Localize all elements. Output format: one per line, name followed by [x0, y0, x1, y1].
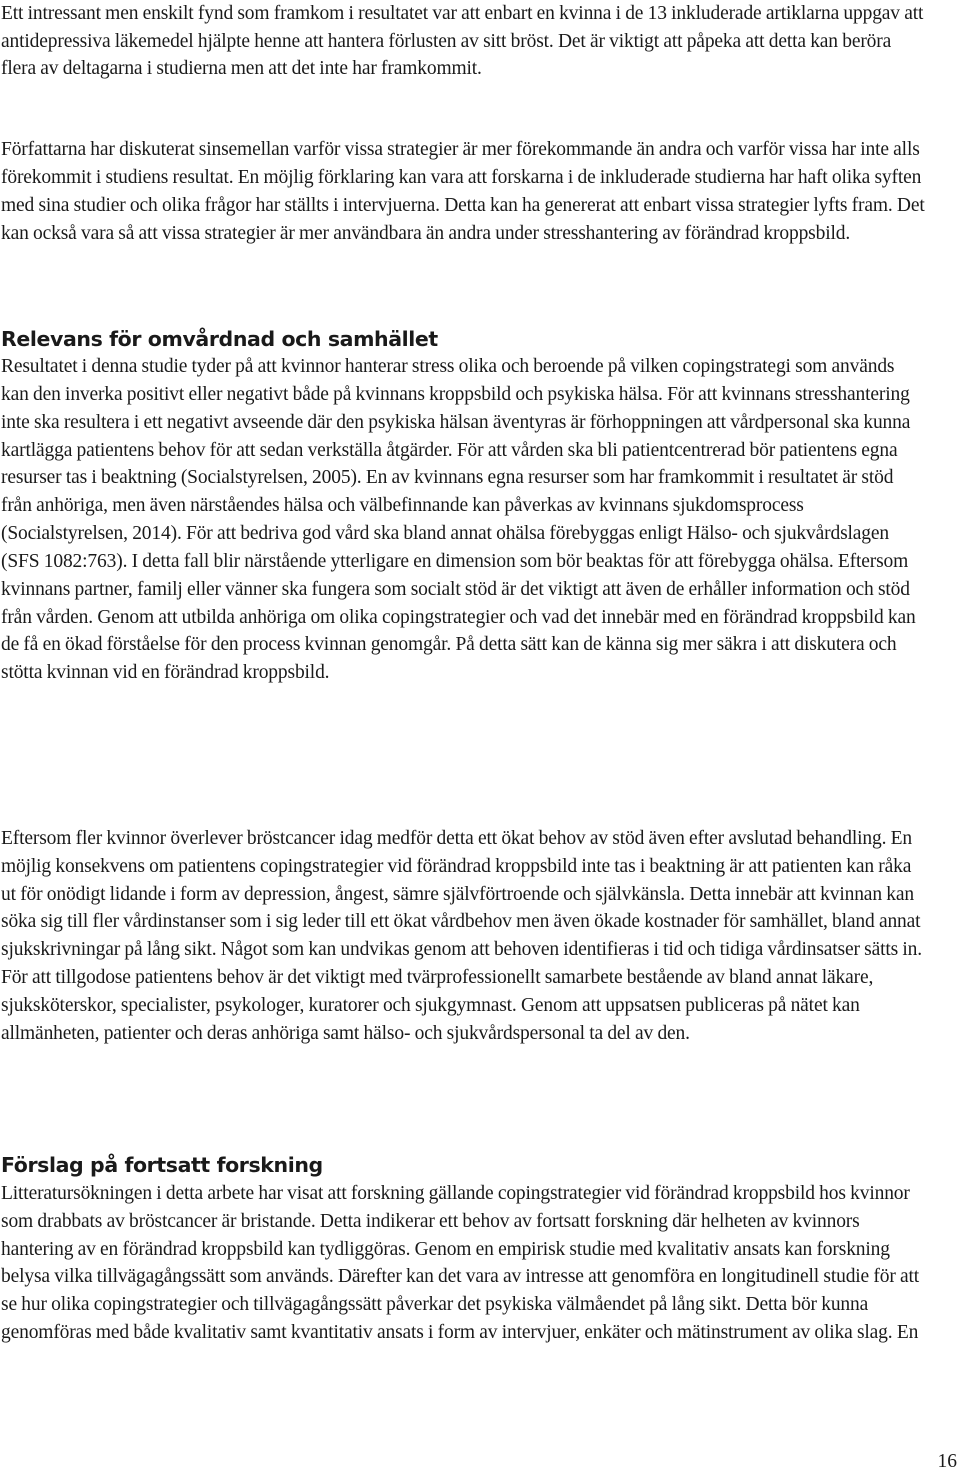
heading-relevans: Relevans för omvårdnad och samhället	[1, 327, 438, 351]
heading-forslag: Förslag på fortsatt forskning	[1, 1153, 323, 1177]
paragraph-relevans-2: Eftersom fler kvinnor överlever bröstcancer idag medför detta ett ökat behov av stöd även efter avslutad behandling. En möjlig konsekvens om patientens copingstrategier vid förändrad kroppsbild inte tas i beaktning är att patienten kan råka ut för onödigt lidande i form av depression, ångest, sämre självförtroende och självkänsla. Detta innebär att kvinnan kan söka sig till fler vårdinstanser som i sig leder till ett ökat vårdbehov men även ökade kostnader för samhället, bland annat sjukskrivningar på lång sikt. Något som kan undvikas genom att behoven identifieras i tid och tidiga vårdinsatser sätts in. För att tillgodose patientens behov är det viktigt med tvärprofessionellt samarbete bestående av bland annat läkare, sjuksköterskor, specialister, psykologer, kuratorer och sjukgymnast. Genom att uppsatsen publiceras på nätet kan allmänheten, patienter och deras anhöriga samt hälso- och sjukvårdspersonal ta del av den.	[1, 828, 923, 1044]
paragraph-finding: Ett intressant men enskilt fynd som framkom i resultatet var att enbart en kvinna i de 13 inkluderade artiklarna uppgav att antidepressiva läkemedel hjälpte henne att hantera förlusten av sitt bröst. Det är viktigt att påpeka att detta kan beröra flera av deltagarna i studierna men att det inte har framkommit.	[1, 3, 924, 80]
page-number: 16	[937, 1451, 957, 1472]
paragraph-authors-discussion: Författarna har diskuterat sinsemellan varför vissa strategier är mer förekommande än andra och varför vissa har inte alls förekommit i studiens resultat. En möjlig förklaring kan vara att forskarna i de inkluderade studierna har haft olika syften med sina studier och olika frågor har ställts i intervjuerna. Detta kan ha genererat att enbart vissa strategier lyfts fram. Det kan också vara så att vissa strategier är mer användbara än andra under stresshantering av förändrad kroppsbild.	[1, 139, 925, 244]
paragraph-forslag-1: Litteratursökningen i detta arbete har visat att forskning gällande copingstrategier vid förändrad kroppsbild hos kvinnor som drabbats av bröstcancer är bristande. Detta indikerar ett behov av fortsatt forskning där helheten av kvinnors hantering av en förändrad kroppsbild kan tydliggöras. Genom en empirisk studie med kvalitativ ansats kan forskning belysa vilka tillvägagångssätt som används. Därefter kan det vara av intresse att genomföra en longitudinell studie för att se hur olika copingstrategier och tillvägagångssätt påverkar det psykiska välmåendet på lång sikt. Detta bör kunna genomföras med både kvalitativ samt kvantitativ ansats i form av intervjuer, enkäter och mätinstrument av olika slag. En	[1, 1183, 920, 1343]
paragraph-relevans-1: Resultatet i denna studie tyder på att kvinnor hanterar stress olika och beroende på vilken copingstrategi som används kan den inverka positivt eller negativt både på kvinnans kroppsbild och psykiska hälsa. För att kvinnans stresshantering inte ska resultera i ett negativt avseende där den psykiska hälsan äventyras är förhoppningen att vårdpersonal ska kunna kartlägga patientens behov för att sedan verkställa åtgärder. För att vården ska bli patientcentrerad bör patientens egna resurser tas i beaktning (Socialstyrelsen, 2005). En av kvinnans egna resurser som har framkommit i resultatet är stöd från anhöriga, men även närståendes hälsa och välbefinnande kan påverkas av kvinnans sjukdomsprocess (Socialstyrelsen, 2014). För att bedriva god vård ska bland annat ohälsa förebyggas enligt Hälso- och sjukvårdslagen (SFS 1082:763). I detta fall blir närstående ytterligare en dimension som bör beaktas för att förebygga ohälsa. Eftersom kvinnans partner, familj eller vänner ska fungera som socialt stöd är det viktigt att även de erhåller information och stöd från vården. Genom att utbilda anhöriga om olika copingstrategier och vad det innebär med en förändrad kroppsbild kan de få en ökad förståelse för den process kvinnan genomgår. På detta sätt kan de känna sig mer säkra i att diskutera och stötta kvinnan vid en förändrad kroppsbild.	[1, 356, 916, 684]
